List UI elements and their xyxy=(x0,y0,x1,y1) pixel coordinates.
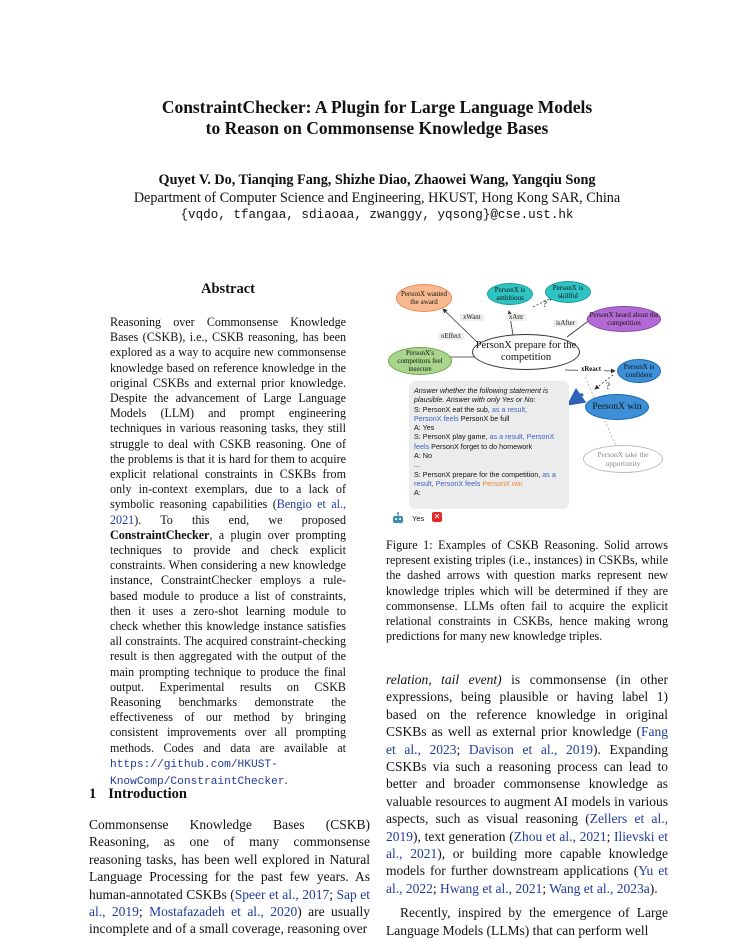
robot-icon xyxy=(391,511,405,523)
right-column-body xyxy=(386,671,668,939)
intro-text: ; xyxy=(138,904,150,920)
citation-link[interactable]: Zellers et al., 2019 xyxy=(386,811,668,844)
body-text: ; xyxy=(432,880,441,896)
prompt-text: S: PersonX play game, xyxy=(414,432,490,442)
citation-link[interactable]: Fang et al., 2023 xyxy=(386,724,668,757)
abstract-text: , a plugin over prompting techniques to provide and check explicit constraints. When considering a new knowledge instance, ConstraintChecker employs a rule-based module to produce a list of constraints, then it uses a zero-shot learning module to check whether this knowledge instance satisfies all constraints. The acquired constraint-checking result is then aggregated with the output of the main prompting technique to produce the final output. Experimental results on CSKB Reasoning benchmarks demonstrate the effectiveness of our method by bringing consistent improvements over all prompting methods. Codes and data are available at xyxy=(110,527,346,755)
prompt-text: PersonX be full xyxy=(458,413,510,423)
body-text: ), or building more capable knowledge models for further downstream applications ( xyxy=(386,846,669,879)
body-text: is commonsense (in other expressions, being plausible or having label 1) based on the reference knowledge in original CSKBs as well as external prior knowledge ( xyxy=(386,672,668,740)
figure-1 xyxy=(385,277,669,527)
prompt-ellipsis: ... xyxy=(414,460,420,470)
node-take-opportunity: PersonX take the opportunity xyxy=(583,445,663,473)
citation-link[interactable]: Sap et al., 2019 xyxy=(89,886,370,920)
title-line-1: ConstraintChecker: A Plugin for Large Language Models xyxy=(161,97,593,117)
label-xreact: xReact xyxy=(578,366,604,373)
label-xattr: xAttr xyxy=(506,314,526,321)
prompt-relation: PersonX feels xyxy=(414,413,459,423)
node-prepare-competition: PersonX prepare for the competition xyxy=(472,334,580,370)
blue-pointer-arrow xyxy=(569,394,583,404)
abstract-heading: Abstract xyxy=(201,281,255,297)
node-heard-competition: PersonX heard about the competition xyxy=(587,306,661,332)
authors: Quyet V. Do, Tianqing Fang, Shizhe Diao, Zhaowei Wang, Yangqiu Song xyxy=(158,172,596,188)
label-oeffect: oEffect xyxy=(438,333,464,340)
paragraph xyxy=(386,671,668,897)
citation-link[interactable]: Davison et al., 2019 xyxy=(468,741,593,757)
prompt-answer-2: A: No xyxy=(414,451,432,461)
citation-link[interactable]: Hwang et al., 2021 xyxy=(440,880,543,896)
citation-link[interactable]: Zhou et al., 2021 xyxy=(513,828,607,844)
intro-text: Commonsense Knowledge Bases (CSKB) Reasoning, as one of many commonsense reasoning tasks, has been well explored in Natural Language Processing for the past few years. As human-annotated CSKBs ( xyxy=(89,817,370,902)
citation-link[interactable]: Speer et al., 2017 xyxy=(234,886,330,902)
body-text: ). Expanding CSKBs via such a reasoning process can lead to better and broader commonsense knowledge as valuable resources to augment AI models in various aspects, such as visual reasoning ( xyxy=(386,741,668,827)
intro-text: ; xyxy=(329,886,337,902)
code-url-link[interactable]: https://github.com/HKUST-KnowComp/ConstraintChecker xyxy=(110,758,285,789)
prompt-example-2 xyxy=(414,432,564,451)
citation-link[interactable]: Mostafazadeh et al., 2020 xyxy=(149,904,298,920)
section-title: Introduction xyxy=(108,786,187,802)
prompt-tail: PersonX win xyxy=(480,478,523,488)
prompt-example-1 xyxy=(414,405,564,424)
body-text: ), text generation ( xyxy=(413,828,514,844)
node-wanted-award: PersonX wanted the award xyxy=(396,284,452,312)
prompt-text: S: PersonX eat the sub, xyxy=(414,404,492,414)
citation-link[interactable]: Wang et al., 2023a xyxy=(549,880,650,896)
prompt-query-answer: A: xyxy=(414,488,421,498)
wrong-icon: ✕ xyxy=(433,512,441,521)
body-text: ; xyxy=(456,741,469,757)
question-mark: ? xyxy=(543,299,547,309)
abstract-text: Reasoning over Commonsense Knowledge Bases (CSKB), i.e., CSKB reasoning, has been explored as a way to acquire new commonsense knowledge based on reference knowledge in the original CSKBs and external prior knowledge. Despite the advancement of Large Language Models (LLM) and prompt engineering techniques in various reasoning tasks, they still struggle to deal with CSKB reasoning. One of the problems is that it is hard for them to acquire explicit relational constraints in CSKBs from only in-context exemplars, due to a lack of symbolic reasoning capabilities ( xyxy=(110,315,346,512)
prompt-answer-1: A: Yes xyxy=(414,423,435,433)
citation-link[interactable]: Bengio et al., 2021 xyxy=(110,497,346,527)
prompt-relation: as a result, xyxy=(491,404,528,414)
affiliation: Department of Computer Science and Engineering, HKUST, Hong Kong SAR, China xyxy=(133,190,621,206)
label-isafter: isAfter xyxy=(553,320,578,327)
citation-link[interactable]: Ilievski et al., 2021 xyxy=(386,828,668,862)
italic-text: relation, tail event) xyxy=(386,672,502,687)
abstract-text: ). To this end, we proposed xyxy=(134,512,346,527)
node-win: PersonX win xyxy=(585,394,649,420)
model-answer: Yes xyxy=(412,514,425,523)
prompt-box xyxy=(409,381,569,509)
body-text: ; xyxy=(542,880,550,896)
label-xwant: xWant xyxy=(460,314,484,321)
author-emails: {vqdo, tfangaa, sdiaoaa, zwanggy, yqsong}@cse.ust.hk xyxy=(180,208,574,222)
section-number: 1 xyxy=(89,786,97,802)
abstract-body xyxy=(110,315,346,790)
arrow-dashed-win xyxy=(595,375,613,389)
node-skillful: PersonX is skillful xyxy=(545,281,591,303)
method-name: ConstraintChecker xyxy=(110,527,210,542)
paragraph: Recently, inspired by the emergence of Large Language Models (LLMs) that can perform well xyxy=(386,905,668,938)
prompt-query xyxy=(414,470,564,489)
body-text: ; xyxy=(606,828,615,844)
node-competitors-insecure: PersonX's competitors feel insecure xyxy=(388,347,452,375)
paper-title xyxy=(0,97,754,139)
citation-link[interactable]: Yu et al., 2022 xyxy=(386,863,668,896)
introduction-body xyxy=(89,816,370,938)
question-mark: ? xyxy=(606,381,610,391)
intro-text: ) are usually incomplete and of a small coverage, reasoning over xyxy=(89,904,370,937)
body-text: ). xyxy=(649,880,658,896)
prompt-relation: as a result, PersonX feels xyxy=(414,469,556,488)
title-line-2: to Reason on Commonsense Knowledge Bases xyxy=(205,118,549,138)
section-heading-introduction xyxy=(89,786,187,803)
prompt-text: S: PersonX prepare for the competition, xyxy=(414,469,543,479)
abstract-text: . xyxy=(284,773,288,788)
prompt-instruction: Answer whether the following statement is plausible. Answer with only Yes or No: xyxy=(414,386,549,405)
prompt-relation: as a result, PersonX feels xyxy=(414,432,555,451)
node-ambitious: PersonX is ambitious xyxy=(487,283,533,305)
prompt-text: PersonX forget to do homework xyxy=(429,441,533,451)
figure-caption: Figure 1: Examples of CSKB Reasoning. Solid arrows represent existing triples (i.e., instances) in CSKBs, while the dashed arrows with question marks represent new knowledge triples which will be determined if they are commonsense. LLMs often fail to acquire the explicit relational constraints in CSKBs, hence making wrong predictions for many new knowledge triples. xyxy=(386,538,668,644)
node-confident: PersonX is confident xyxy=(617,359,661,383)
